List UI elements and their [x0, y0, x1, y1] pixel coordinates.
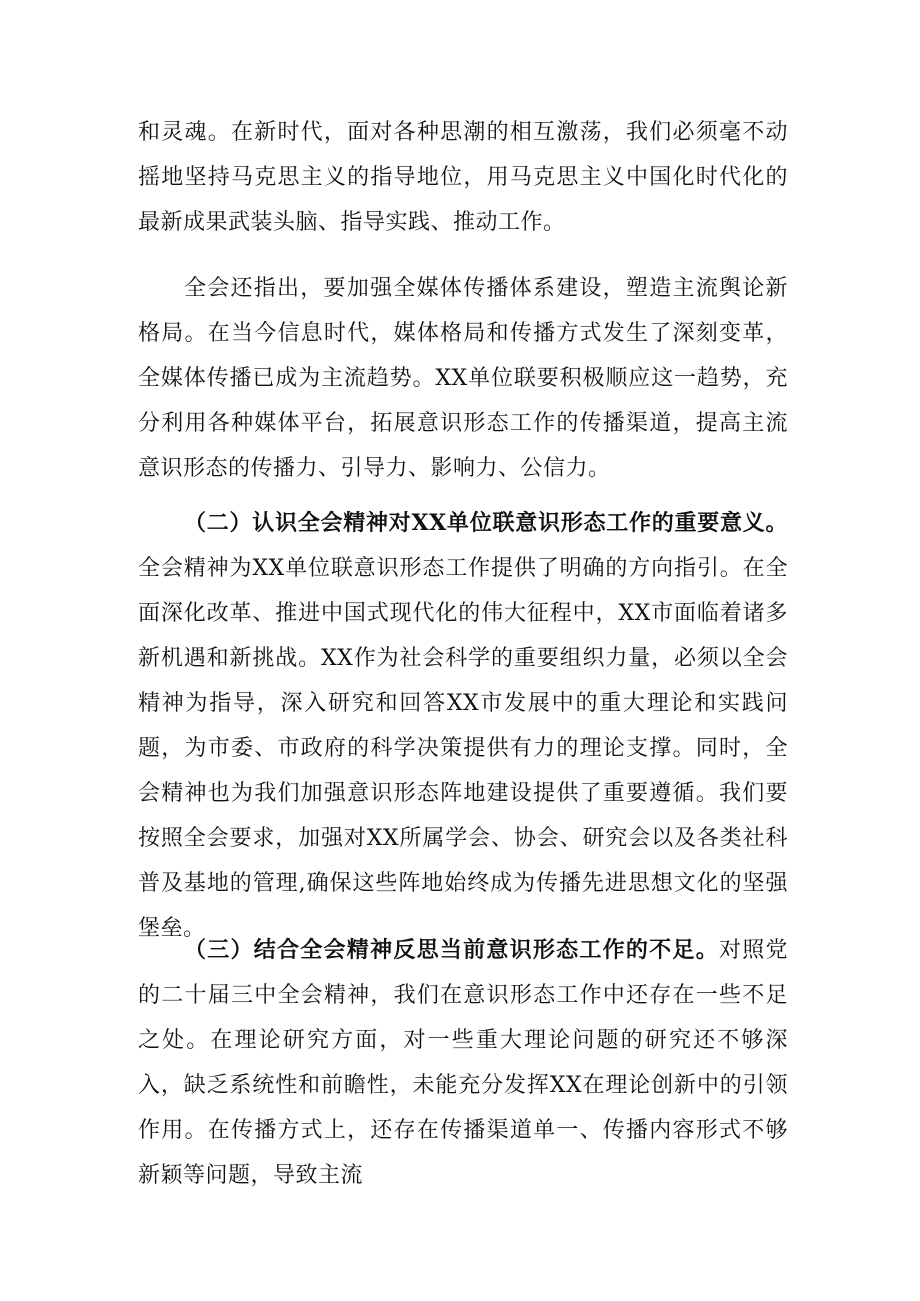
paragraph-media-system: 全会还指出，要加强全媒体传播体系建设，塑造主流舆论新格局。在当今信息时代，媒体格局和传播方式发生了深刻变革，全媒体传播已成为主流趋势。XX单位联要积极顺应这一趋势，充分利用各种媒体平台，拓展意识形态工作的传播渠道，提高主流意识形态的传播力、引导力、影响力、公信力。: [138, 276, 788, 481]
paragraph-shortcomings: [138, 928, 788, 1198]
section-heading-two: （二）认识全会精神对XX单位联意识形态工作的重要意义。: [184, 510, 788, 536]
section-heading-three: （三）结合全会精神反思当前意识形态工作的不足。: [184, 937, 719, 963]
paragraph-continuation: 和灵魂。在新时代，面对各种思潮的相互激荡，我们必须毫不动摇地坚持马克思主义的指导地位，用马克思主义中国化时代化的最新成果武装头脑、指导实践、推动工作。: [138, 120, 788, 235]
paragraph-significance: [138, 501, 788, 951]
section-body-three: 对照党的二十届三中全会精神，我们在意识形态工作中还存在一些不足之处。在理论研究方面，对一些重大理论问题的研究还不够深入，缺乏系统性和前瞻性，未能充分发挥XX在理论创新中的引领作用。在传播方式上，还存在传播渠道单一、传播内容形式不够新颖等问题，导致主流: [138, 938, 788, 1188]
section-body-two: 全会精神为XX单位联意识形态工作提供了明确的方向指引。在全面深化改革、推进中国式现代化的伟大征程中，XX市面临着诸多新机遇和新挑战。XX作为社会科学的重要组织力量，必须以全会精神为指导，深入研究和回答XX市发展中的重大理论和实践问题，为市委、市政府的科学决策提供有力的理论支撑。同时，全会精神也为我们加强意识形态阵地建设提供了重要遵循。我们要按照全会要求，加强对XX所属学会、协会、研究会以及各类社科普及基地的管理,确保这些阵地始终成为传播先进思想文化的坚强堡垒。: [138, 556, 788, 941]
